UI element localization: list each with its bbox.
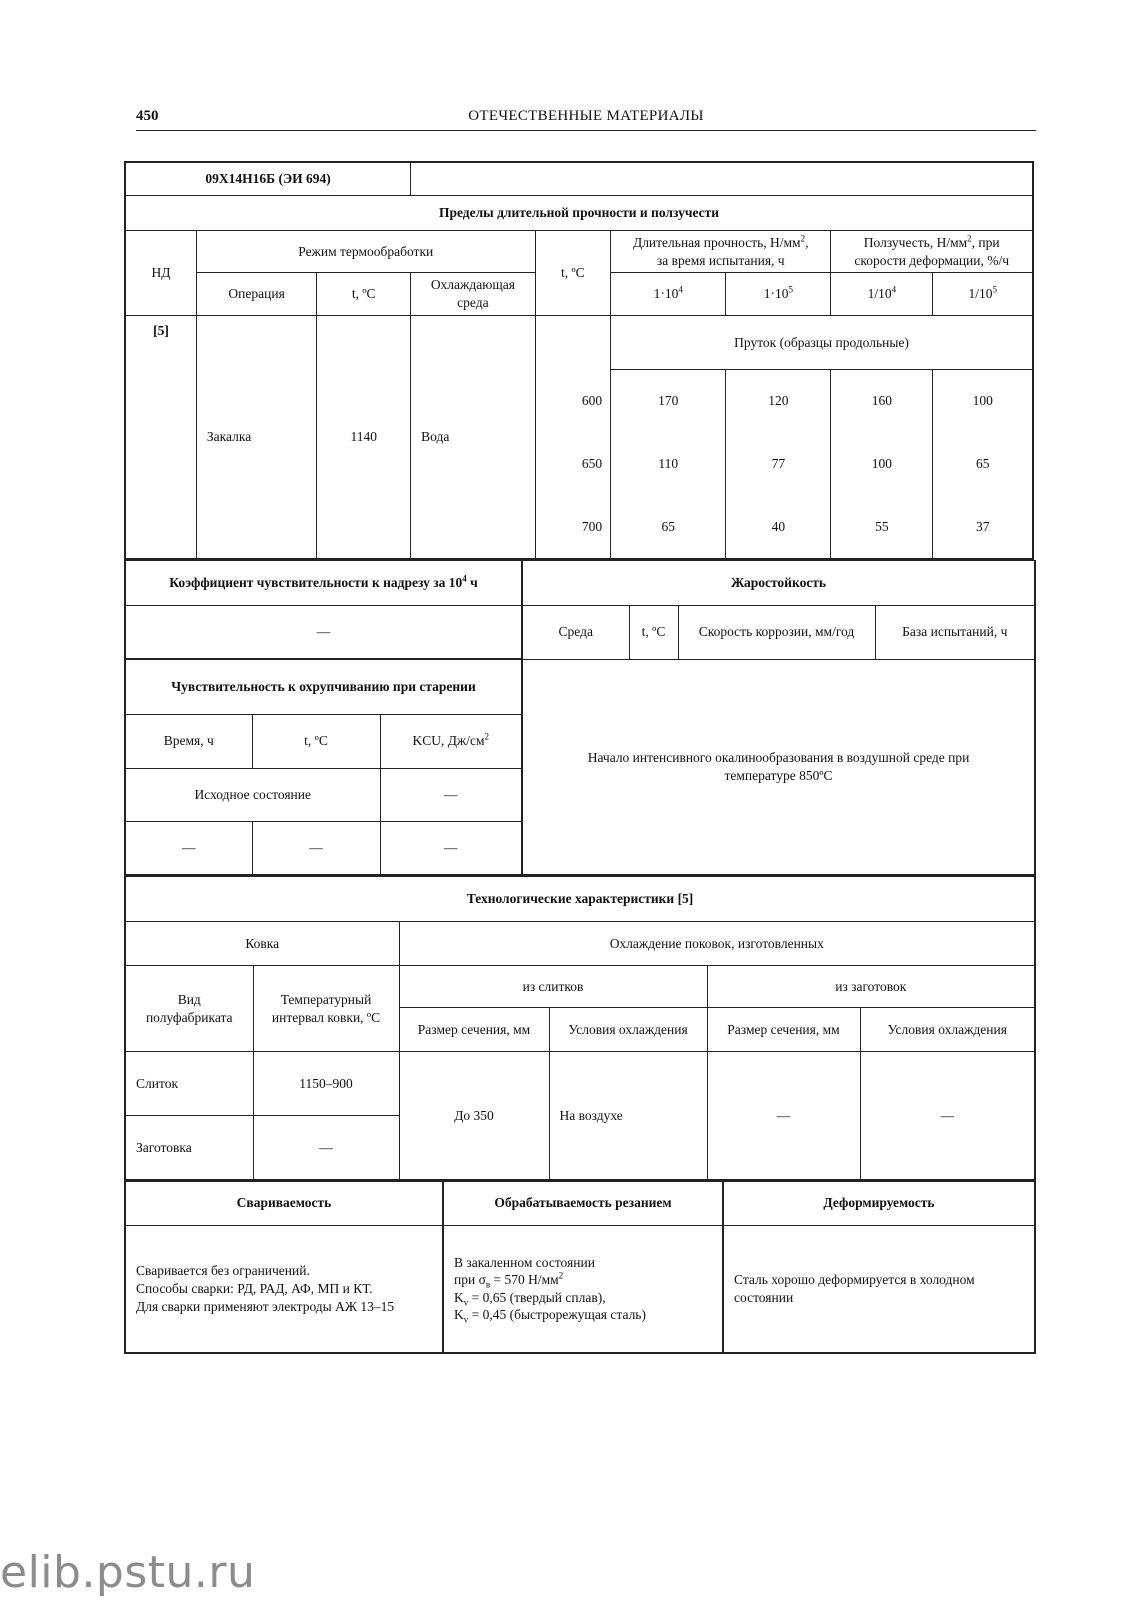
creep-strength-table [124, 161, 1034, 560]
subcol-3: $1/10^4$ [831, 273, 933, 316]
subcol-2: $1\cdot 10^5$ [726, 273, 831, 316]
technological-table [124, 875, 1036, 1181]
nd-header: НД [125, 231, 196, 316]
weldability-title: Свариваемость [125, 1181, 443, 1225]
test-base-header: База испытаний, ч [875, 605, 1035, 659]
kcu-header: KCU, $Дж/см^2$ [380, 714, 522, 768]
machinability-text: В закаленном состоянии при $\sigma_в = 570$ $Н/мм^2$ $K_v = 0,65$ (твердый сплав), $K_v = 0,45$ (быстрорежущая сталь) [443, 1225, 723, 1353]
watermark: elib.pstu.ru [0, 1547, 256, 1598]
value-cell: 120 [726, 370, 831, 433]
test-temp-600: 600 [535, 370, 610, 433]
grade-label: 09Х14Н16Б (ЭИ 694) [125, 162, 411, 196]
value-cell: 55 [831, 496, 933, 559]
heat-resistance-temp-header: t, ºС [629, 605, 678, 659]
test-temp-header: t, ºС [535, 231, 610, 316]
ingot-cooling: На воздухе [549, 1052, 707, 1180]
notch-sensitivity-value: — [125, 605, 522, 659]
notch-heat-resistance-table [124, 560, 1036, 875]
deformability-text: Сталь хорошо деформируется в холодном состоянии [723, 1225, 1035, 1353]
from-ingots-header: из слитков [399, 966, 707, 1008]
corrosion-rate-header: Скорость коррозии, мм/год [678, 605, 875, 659]
notch-sensitivity-title: Коэффициент чувствительности к надрезу за $10^4$ ч [125, 560, 522, 605]
specimen-note: Пруток (образцы продольные) [611, 316, 1033, 370]
billet-section-size: — [707, 1052, 860, 1180]
product-type-header: Вид полуфабриката [125, 966, 253, 1052]
billet-cooling: — [860, 1052, 1035, 1180]
test-temp-650: 650 [535, 433, 610, 496]
value-cell: 65 [611, 496, 726, 559]
quench-temp-value: 1140 [317, 316, 411, 559]
material-datasheet [124, 161, 1034, 1377]
temp-blank [535, 316, 610, 370]
value-cell: 160 [831, 370, 933, 433]
value-cell: 40 [726, 496, 831, 559]
running-title: ОТЕЧЕСТВЕННЫЕ МАТЕРИАЛЫ [468, 108, 704, 124]
quench-temp-header: t, ºС [317, 273, 411, 316]
ingot-section-size: До 350 [399, 1052, 549, 1180]
page-number: 450 [136, 108, 159, 124]
from-billets-header: из заготовок [707, 966, 1035, 1008]
forging-range-header: Температурный интервал ковки, ºС [253, 966, 399, 1052]
value-cell: 100 [831, 433, 933, 496]
aging-temp-header: t, ºС [252, 714, 380, 768]
creep-limit-header: Ползучесть, $Н/мм^2$, при скорости деформации, %/ч [831, 231, 1033, 273]
aging-value: — [252, 821, 380, 874]
value-cell: 100 [933, 370, 1033, 433]
page-header [136, 108, 1036, 131]
initial-state-value: — [380, 768, 522, 821]
value-cell: 65 [933, 433, 1033, 496]
billet-cooling-header: Условия охлаждения [860, 1008, 1035, 1052]
weldability-text: Сваривается без ограничений. Способы сварки: РД, РАД, АФ, МП и КТ. Для сварки применяют электроды АЖ 13–15 [125, 1225, 443, 1353]
value-cell: 77 [726, 433, 831, 496]
operation-header: Операция [196, 273, 316, 316]
heat-resistance-note: Начало интенсивного окалинообразования в воздушной среде при температуре 850ºС [522, 659, 1035, 874]
forging-header: Ковка [125, 922, 399, 966]
aging-time-header: Время, ч [125, 714, 252, 768]
product-ingot: Слиток [125, 1052, 253, 1116]
creep-section-title: Пределы длительной прочности и ползучести [125, 196, 1033, 231]
nd-reference: [5] [125, 316, 196, 559]
ingot-cooling-header: Условия охлаждения [549, 1008, 707, 1052]
aging-value: — [125, 821, 252, 874]
heat-resistance-title: Жаростойкость [522, 560, 1035, 605]
product-billet: Заготовка [125, 1116, 253, 1180]
forging-range-ingot: 1150–900 [253, 1052, 399, 1116]
heat-treatment-header: Режим термообработки [196, 231, 535, 273]
subcol-1: $1\cdot 10^4$ [611, 273, 726, 316]
rupture-strength-header: Длительная прочность, $Н/мм^2$, за время испытания, ч [611, 231, 831, 273]
grade-blank [411, 162, 1033, 196]
initial-state-label: Исходное состояние [125, 768, 380, 821]
value-cell: 110 [611, 433, 726, 496]
aging-value: — [380, 821, 522, 874]
value-cell: 37 [933, 496, 1033, 559]
deformability-title: Деформируемость [723, 1181, 1035, 1225]
cooling-medium-value: Вода [411, 316, 535, 559]
forging-range-billet: — [253, 1116, 399, 1180]
ingot-section-size-header: Размер сечения, мм [399, 1008, 549, 1052]
billet-section-size-header: Размер сечения, мм [707, 1008, 860, 1052]
cooling-medium-header: Охлаждающая среда [411, 273, 535, 316]
operation-value: Закалка [196, 316, 316, 559]
value-cell: 170 [611, 370, 726, 433]
embrittlement-title: Чувствительность к охрупчиванию при старении [125, 659, 522, 714]
machinability-title: Обрабатываемость резанием [443, 1181, 723, 1225]
forging-cooling-header: Охлаждение поковок, изготовленных [399, 922, 1035, 966]
properties-table [124, 1180, 1036, 1354]
subcol-4: $1/10^5$ [933, 273, 1033, 316]
heat-resistance-medium-header: Среда [522, 605, 629, 659]
tech-section-title: Технологические характеристики [5] [125, 876, 1035, 922]
test-temp-700: 700 [535, 496, 610, 559]
